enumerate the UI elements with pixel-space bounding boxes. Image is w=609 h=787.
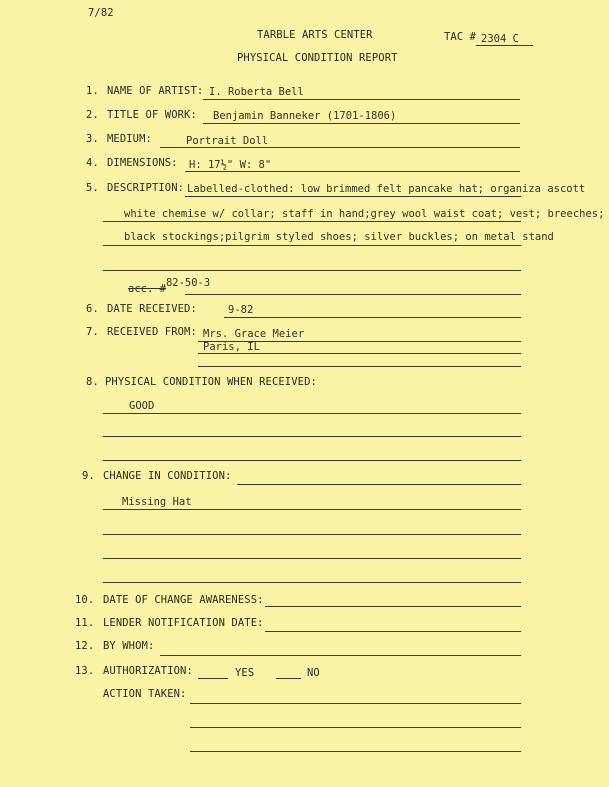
change-awareness-label: DATE OF CHANGE AWARENESS: [103,594,264,606]
description-line-1: Labelled-clothed: low brimmed felt pancake hat; organiza ascott [187,183,586,195]
description-rule-1 [185,196,521,197]
action-taken-line-2 [190,727,521,728]
authorization-label: AUTHORIZATION: [103,665,193,677]
tac-label: TAC # [444,31,477,43]
no-option: NO [307,667,320,679]
report-title: PHYSICAL CONDITION REPORT [237,52,398,64]
by-whom-label: BY WHOM: [103,640,155,652]
received-from-line-2 [198,353,521,354]
physical-condition-line-3 [103,460,521,461]
received-from-city: Paris, IL [203,341,260,353]
description-rule-4 [103,270,521,271]
action-taken-line-3 [190,751,521,752]
change-in-condition-label: CHANGE IN CONDITION: [103,470,232,482]
medium-label: MEDIUM: [107,133,152,145]
date-received-value: 9-82 [228,304,254,316]
tac-underline [476,45,533,46]
artist-label: NAME OF ARTIST: [107,85,204,97]
item-number-1: 1. [86,85,99,97]
yes-blank [198,678,228,679]
received-from-name: Mrs. Grace Meier [203,328,305,340]
item-number-13: 13. [75,665,95,677]
accession-label: acc. # [128,283,166,295]
change-awareness-line [265,606,521,607]
physical-condition-line-2 [103,436,521,437]
tac-number: 2304 C [481,33,519,45]
lender-notification-label: LENDER NOTIFICATION DATE: [103,617,264,629]
title-label: TITLE OF WORK: [107,109,197,121]
organization-name: TARBLE ARTS CENTER [257,29,373,41]
item-number-8: 8. [86,376,99,388]
title-value: Benjamin Banneker (1701-1806) [213,110,397,122]
action-taken-label: ACTION TAKEN: [103,688,187,700]
yes-option: YES [235,667,255,679]
item-number-2: 2. [86,109,99,121]
change-in-condition-value: Missing Hat [122,496,192,508]
by-whom-line [160,655,521,656]
item-number-11: 11. [75,617,95,629]
description-label: DESCRIPTION: [107,182,185,194]
accession-line [185,294,521,295]
action-taken-line-1 [190,703,521,704]
change-in-condition-line-1 [103,509,521,510]
date-received-label: DATE RECEIVED: [107,303,197,315]
received-from-line-3 [198,366,521,367]
received-from-label: RECEIVED FROM: [107,326,197,338]
physical-condition-value: GOOD [129,400,155,412]
title-line [203,123,520,124]
no-blank [276,678,301,679]
description-rule-2 [103,221,521,222]
description-line-3: black stockings;pilgrim styled shoes; silver buckles; on metal stand [124,231,554,243]
date-received-line [224,317,521,318]
physical-condition-line-1 [103,413,521,414]
item-number-7: 7. [86,326,99,338]
artist-line [203,99,520,100]
item-number-10: 10. [75,594,95,606]
dimensions-label: DIMENSIONS: [107,157,178,169]
item-number-3: 3. [86,133,99,145]
change-in-condition-line-4 [103,582,521,583]
dimensions-value: H: 17½" W: 8" [189,159,272,171]
description-line-2: white chemise w/ collar; staff in hand;grey wool waist coat; vest; breeches; [124,208,605,220]
medium-line [160,147,520,148]
change-in-condition-line-0 [237,484,521,485]
item-number-4: 4. [86,157,99,169]
lender-notification-line [265,631,521,632]
description-rule-3 [103,245,521,246]
medium-value: Portrait Doll [186,135,269,147]
item-number-9: 9. [82,470,95,482]
physical-condition-label: PHYSICAL CONDITION WHEN RECEIVED: [105,376,317,388]
artist-value: I. Roberta Bell [209,86,304,98]
accession-value: 82-50-3 [165,277,211,289]
date-stamp: 7/82 [88,7,114,19]
item-number-5: 5. [86,182,99,194]
item-number-12: 12. [75,640,95,652]
change-in-condition-line-2 [103,534,521,535]
change-in-condition-line-3 [103,558,521,559]
item-number-6: 6. [86,303,99,315]
dimensions-line [185,171,520,172]
